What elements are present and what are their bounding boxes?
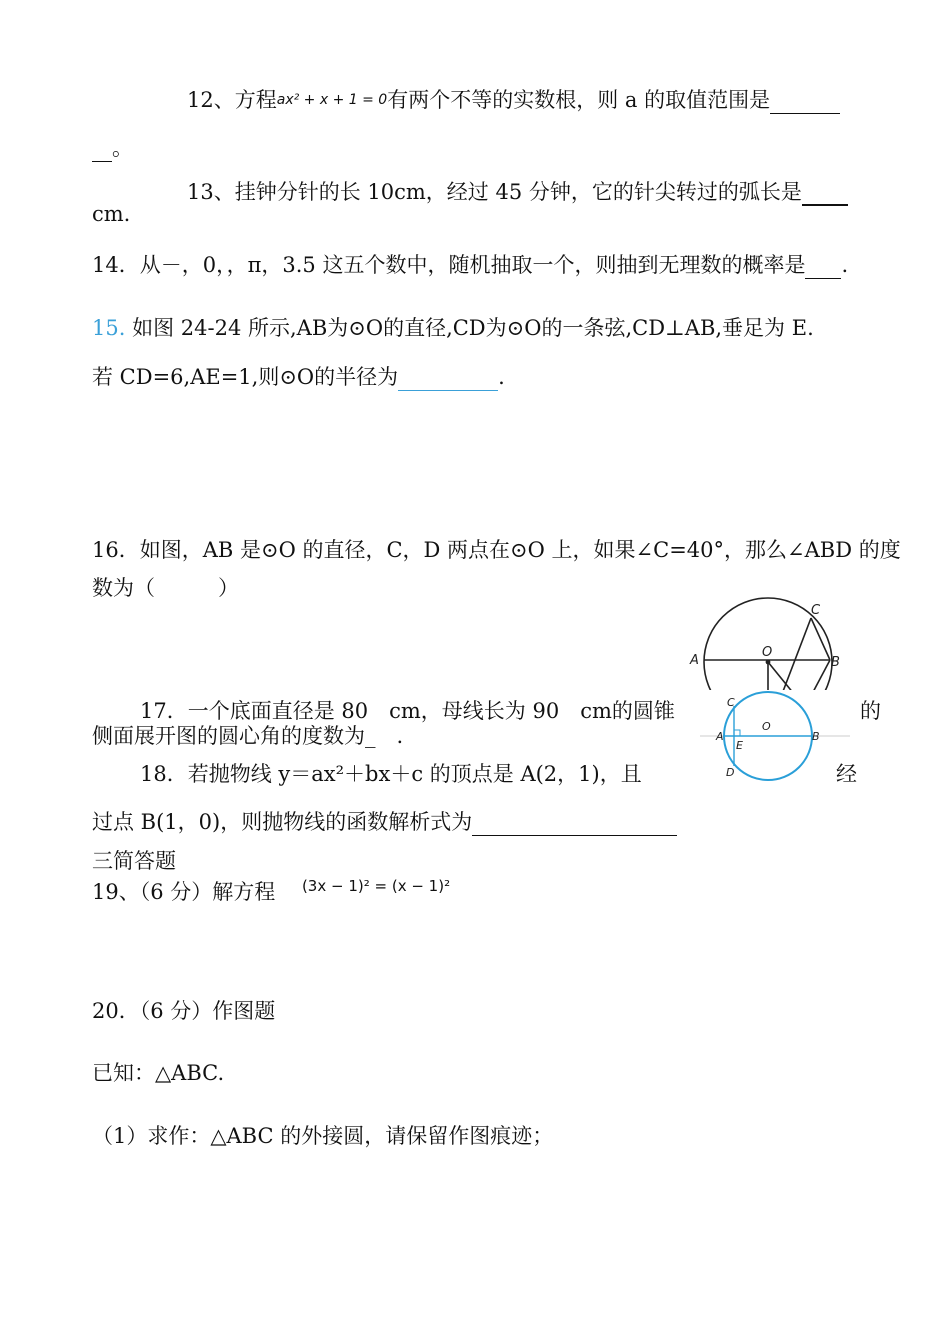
q20-title: 20．（6 分）作图题: [92, 999, 276, 1023]
fig15-label-B: B: [812, 730, 820, 743]
q19-line: [92, 876, 450, 906]
q20-title-line: [92, 995, 275, 1025]
fig16-label-O: O: [762, 645, 773, 660]
q12-equation: ax² + x + 1 = 0: [276, 92, 388, 108]
q12-answer-blank[interactable]: [770, 89, 840, 114]
q17-text-right: 的: [860, 699, 881, 723]
figure-q16-circle-diagram: [686, 596, 846, 694]
fig15-label-C: C: [727, 696, 735, 709]
q12-line2: [92, 132, 133, 162]
q18-text-right: 经: [836, 762, 857, 786]
q16-text-line2: 数为（ ）: [92, 576, 239, 600]
q16-line1: [92, 534, 901, 564]
q12-suffix: 有两个不等的实数根，则 a 的取值范围是: [387, 88, 771, 112]
q19-text: 19、（6 分）解方程: [92, 880, 276, 904]
q14-end: .: [841, 253, 849, 277]
q12-end: 。: [112, 136, 133, 160]
q14-text: 14．从－，0，，π，3.5 这五个数中，随机抽取一个，则抽到无理数的概率是: [92, 253, 806, 277]
q18-answer-blank[interactable]: [472, 811, 677, 836]
q17-line2: [92, 720, 403, 750]
q16-line2: [92, 572, 239, 602]
q12-answer-blank-cont[interactable]: [92, 137, 112, 162]
q20-given: 已知：△ABC.: [92, 1061, 225, 1085]
q15-end: .: [498, 365, 505, 389]
q13-line1: [187, 176, 848, 206]
section3-heading: [92, 845, 176, 875]
fig16-label-A: A: [690, 653, 699, 668]
q18-text-line2: 过点 B(1，0)，则抛物线的函数解析式为: [92, 810, 473, 834]
q17-text-left: 17．一个底面直径是 80 cm，母线长为 90 cm的圆锥: [140, 699, 675, 723]
fig15-label-O: O: [762, 720, 771, 733]
q15-answer-blank[interactable]: [398, 366, 498, 391]
q18-line1: [140, 758, 642, 788]
q13-line2: [92, 202, 130, 226]
q20-part1: （1）求作：△ABC 的外接圆，请保留作图痕迹；: [92, 1124, 554, 1148]
fig15-label-D: D: [726, 766, 735, 779]
q17-text-line2: 侧面展开图的圆心角的度数为_ .: [92, 724, 404, 748]
q13-answer-blank[interactable]: [802, 180, 848, 206]
q16-text-line1: 16．如图，AB 是⊙O 的直径，C，D 两点在⊙O 上，如果∠C=40°，那么∠ABD 的度: [92, 538, 901, 562]
q17-line1-right: [860, 695, 881, 725]
q18-line2: [92, 806, 677, 836]
q12-prefix: 12、方程: [187, 88, 277, 112]
fig15-label-E: E: [736, 739, 743, 752]
q20-given-line: [92, 1057, 224, 1087]
q13-text: 13、挂钟分针的长 10cm，经过 45 分钟，它的针尖转过的弧长是: [187, 180, 802, 204]
q15-text-line2: 若 CD=6,AE=1,则⊙O的半径为: [92, 365, 399, 389]
fig15-label-A: A: [716, 730, 724, 743]
q15-line1: [92, 312, 814, 342]
q15-text-line1: 如图 24-24 所示,AB为⊙O的直径,CD为⊙O的一条弦,CD⊥AB,垂足为 E.: [132, 316, 814, 340]
q18-line1-right: [836, 758, 857, 788]
q14-line: [92, 249, 848, 279]
q14-answer-blank[interactable]: [805, 254, 841, 279]
q20-part1-line: [92, 1120, 553, 1150]
fig16-label-B: B: [831, 655, 840, 670]
section3-title: 三简答题: [92, 849, 176, 873]
q13-unit: cm.: [92, 202, 131, 226]
q19-equation: (3x − 1)² = (x − 1)²: [301, 877, 451, 895]
fig16-label-C: C: [811, 603, 821, 618]
q18-text-left: 18．若抛物线 y＝ax²＋bx＋c 的顶点是 A(2，1)，且: [140, 762, 642, 786]
q15-number: 15.: [92, 316, 126, 340]
q12-line1: [187, 84, 840, 114]
figure-q15-circle-diagram: [700, 688, 850, 784]
q15-line2: [92, 361, 505, 391]
